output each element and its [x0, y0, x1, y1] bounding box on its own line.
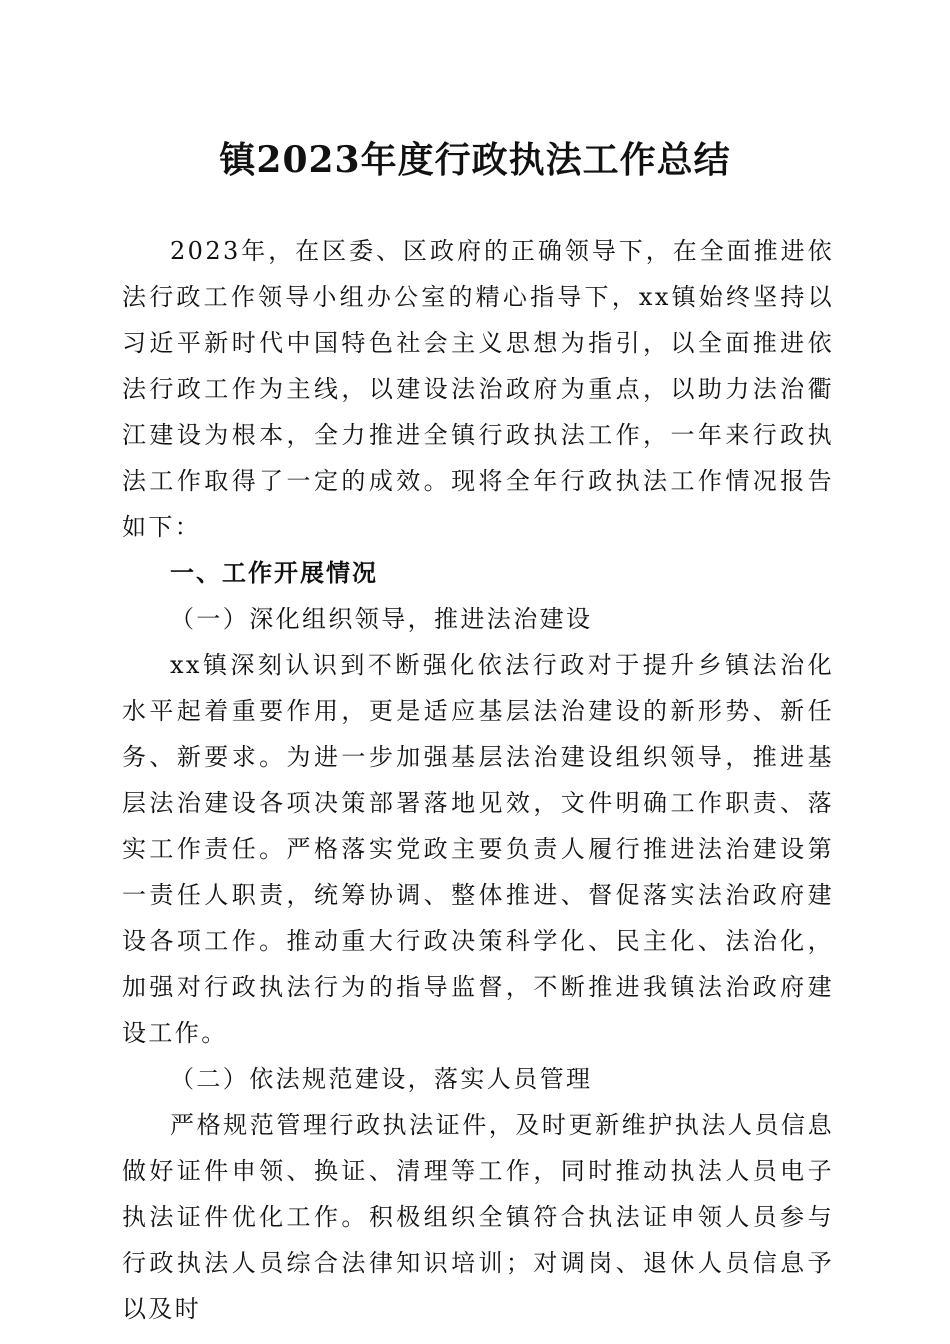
- subsection-paragraph: 严格规范管理行政执法证件，及时更新维护执法人员信息做好证件申领、换证、清理等工作，同时推动执法人员电子执法证件优化工作。积极组织全镇符合执法证申领人员参与行政执法人员综合法律知识培训；对调岗、退休人员信息予以及时: [122, 1111, 834, 1323]
- subsection-heading: （二）依法规范建设，落实人员管理: [170, 1065, 593, 1093]
- document-body: [122, 228, 834, 1332]
- intro-paragraph: 2023年，在区委、区政府的正确领导下，在全面推进依法行政工作领导小组办公室的精心指导下，xx镇始终坚持以习近平新时代中国特色社会主义思想为指引，以全面推进依法行政工作为主线，以建设法治政府为重点，以助力法治衢江建设为根本，全力推进全镇行政执法工作，一年来行政执法工作取得了一定的成效。现将全年行政执法工作情况报告如下：: [122, 237, 834, 541]
- subsection-heading: （一）深化组织领导，推进法治建设: [170, 605, 593, 633]
- subsection-paragraph: xx镇深刻认识到不断强化依法行政对于提升乡镇法治化水平起着重要作用，更是适应基层法治建设的新形势、新任务、新要求。为进一步加强基层法治建设组织领导，推进基层法治建设各项决策部署落地见效，文件明确工作职责、落实工作责任。严格落实党政主要负责人履行推进法治建设第一责任人职责，统筹协调、整体推进、督促落实法治政府建设各项工作。推动重大行政决策科学化、民主化、法治化，加强对行政执法行为的指导监督，不断推进我镇法治政府建设工作。: [122, 651, 834, 1047]
- document-title: 镇2023年度行政执法工作总结: [219, 139, 731, 181]
- section-heading: 一、工作开展情况: [170, 559, 378, 587]
